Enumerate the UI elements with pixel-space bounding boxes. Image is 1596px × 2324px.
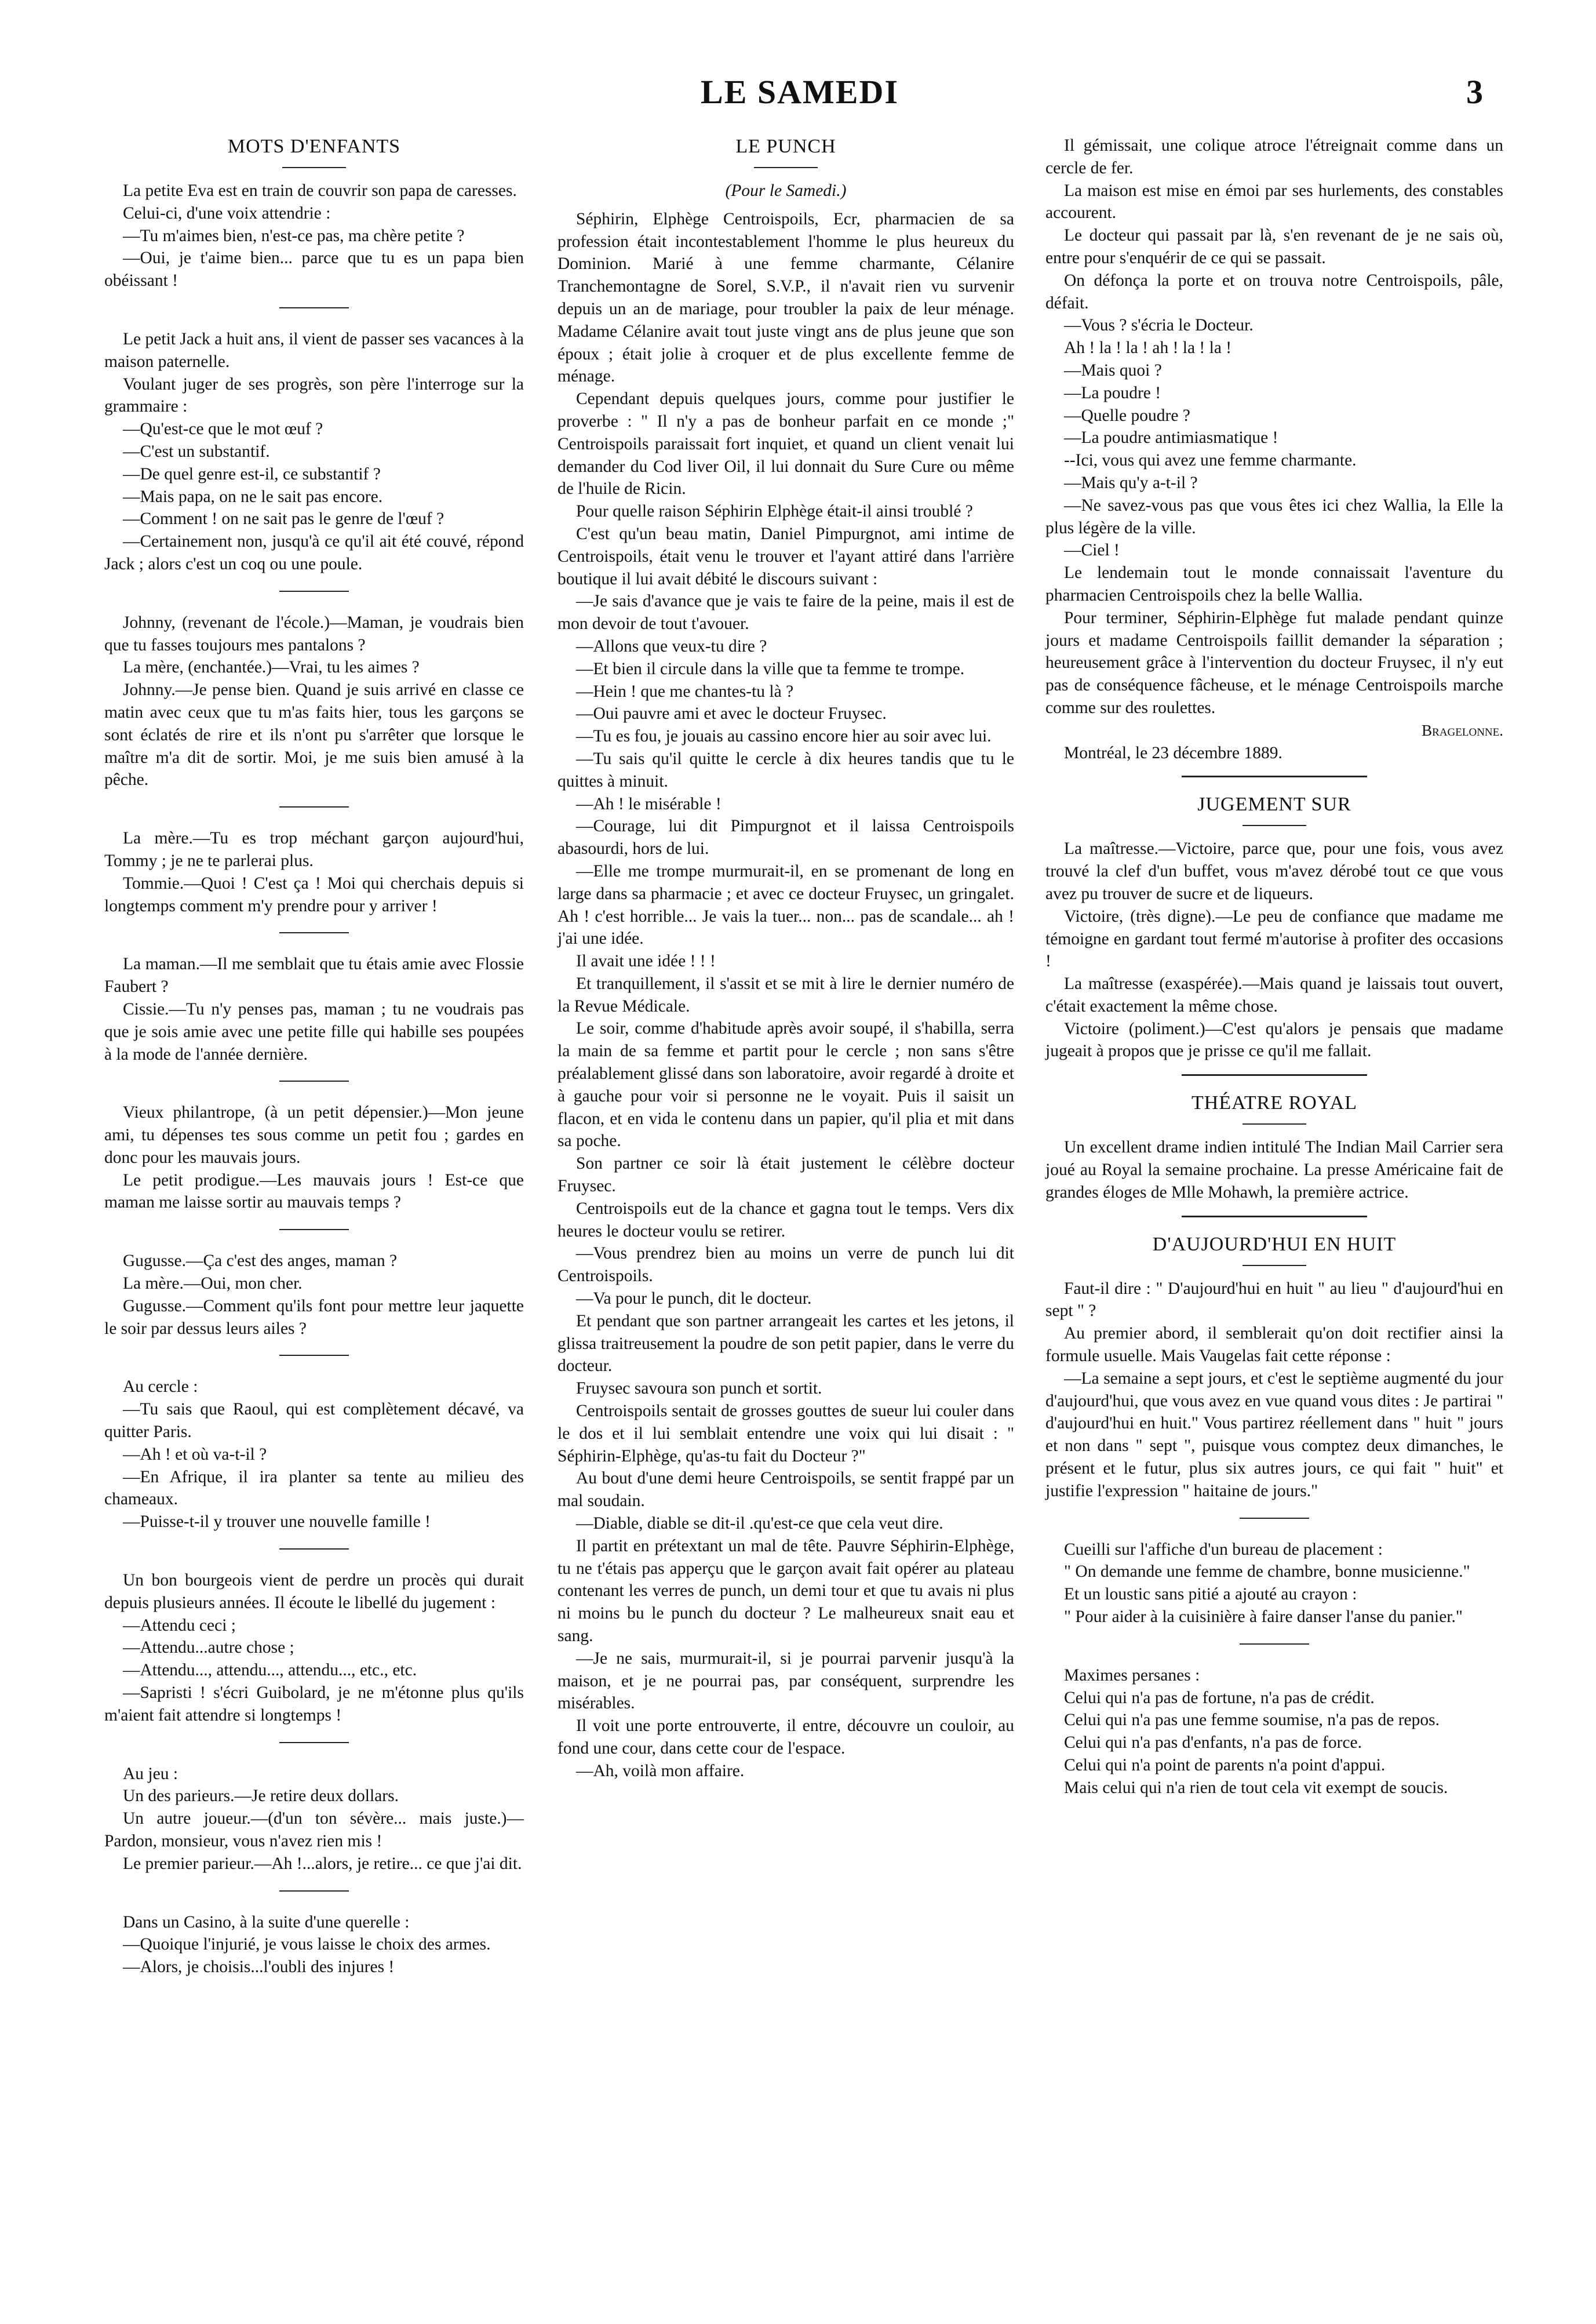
separator-rule [279, 1081, 349, 1082]
paragraph: Johnny.—Je pense bien. Quand je suis arrivé en classe ce matin avec ceux que tu m'as faits hier, tous les garçons se sont éclatés de rire et ils n'ont pu s'arrêter que lorsque le maître m'a dit de sortir. Moi, je me suis bien amusé à la pêche. [104, 681, 524, 790]
paragraph: Un autre joueur.—(d'un ton sévère... mais juste.)—Pardon, monsieur, vous n'avez rien mis ! [104, 1809, 524, 1851]
paragraph: —La poudre ! [1064, 383, 1161, 402]
newspaper-title: LE SAMEDI [701, 73, 899, 111]
paragraph: Séphirin, Elphège Centroispoils, Ecr, pharmacien de sa profession était incontestablement l'homme le plus heureux du Dominion. Marié à une femme charmante, Célanire Tranchemontagne de Sorel, S.V.P., il n'avait rien vu survenir depuis un an de mariage, pour troubler la paix de leur ménage. Madame Célanire avait tout juste vingt ans de plus jeune que son époux ; était jolie à croquer et de plus excellente femme de ménage. [557, 209, 1014, 386]
paragraph: Cissie.—Tu n'y penses pas, maman ; tu ne voudrais pas que je sois amie avec une petite fille qui habille ses poupées à la mode de l'année dernière. [104, 999, 524, 1064]
author-signature: Bragelonne. [1422, 721, 1503, 739]
paragraph: —Hein ! que me chantes-tu là ? [576, 682, 794, 701]
title-rule [1242, 1265, 1306, 1266]
paragraph: Son partner ce soir là était justement le célèbre docteur Fruysec. [557, 1154, 1014, 1196]
paragraph: Et un loustic sans pitié a ajouté au crayon : [1064, 1585, 1357, 1604]
paragraph: La mère.—Oui, mon cher. [123, 1274, 303, 1293]
paragraph: —Ah ! et où va-t-il ? [123, 1445, 267, 1464]
paragraph: Celui qui n'a pas de fortune, n'a pas de crédit. [1064, 1688, 1375, 1707]
paragraph: Mais celui qui n'a rien de tout cela vit exempt de soucis. [1064, 1778, 1448, 1797]
paragraph: —Vous ? s'écria le Docteur. [1064, 316, 1254, 335]
paragraph: Et pendant que son partner arrangeait les cartes et les jetons, il glissa traitreusement la poudre de son petit papier, dans le verre du docteur. [557, 1311, 1014, 1376]
paragraph: Dans un Casino, à la suite d'une querelle : [123, 1912, 410, 1932]
paragraph: La maîtresse (exaspérée).—Mais quand je laissais tout ouvert, c'était exactement la même chose. [1045, 974, 1503, 1016]
paragraph: Il partit en prétextant un mal de tête. Pauvre Séphirin-Elphège, tu ne t'étais pas apperçu que le garçon avait fait opérer au plateau contenant les verres de punch, un demi tour et que tu avais ni plus ni moins bu le punch du docteur ? Le malheureux snait eau et sang. [557, 1536, 1014, 1645]
paragraph: Cependant depuis quelques jours, comme pour justifier le proverbe : " Il n'y a pas de bonheur parfait en ce monde ;" Centroispoils paraissait fort inquiet, et quand un client venait lui demander du Cod liver Oil, il lui donnait du Sure Cure ou même de l'huile de Ricin. [557, 390, 1014, 499]
separator-rule [279, 307, 349, 308]
section-divider [1182, 1216, 1367, 1217]
paragraph: La mère.—Tu es trop méchant garçon aujourd'hui, Tommy ; je ne te parlerai plus. [104, 829, 524, 870]
paragraph: Gugusse.—Ça c'est des anges, maman ? [123, 1252, 398, 1271]
paragraph: Le premier parieur.—Ah !...alors, je retire... ce que j'ai dit. [123, 1854, 522, 1873]
paragraph: —Je sais d'avance que je vais te faire de la peine, mais il est de mon devoir de tout t'avouer. [557, 592, 1014, 634]
paragraph: —Quelle poudre ? [1064, 406, 1190, 425]
dateline: Montréal, le 23 décembre 1889. [1064, 743, 1282, 762]
paragraph: --Ici, vous qui avez une femme charmante. [1064, 451, 1357, 470]
section-title-le-punch: LE PUNCH [735, 136, 836, 157]
paragraph: Voulant juger de ses progrès, son père l'interroge sur la grammaire : [104, 374, 524, 416]
paragraph: —Tu m'aimes bien, n'est-ce pas, ma chère petite ? [123, 226, 465, 245]
separator-rule [279, 1742, 349, 1743]
separator-rule [279, 1548, 349, 1550]
paragraph: Le petit prodigue.—Les mauvais jours ! Est-ce que maman me laisse sortir au mauvais temps ? [104, 1170, 524, 1212]
paragraph: —Diable, diable se dit-il .qu'est-ce que cela veut dire. [576, 1514, 943, 1533]
paragraph: Centroispoils sentait de grosses gouttes de sueur lui couler dans le dos et il lui semblait entendre une voix qui lui disait : " Séphirin-Elphège, qu'as-tu fait du Docteur ?" [557, 1402, 1014, 1465]
paragraph: —La poudre antimiasmatique ! [1064, 428, 1278, 448]
paragraph: Maximes persanes : [1064, 1665, 1200, 1685]
paragraph: Celui qui n'a point de parents n'a point d'appui. [1064, 1756, 1386, 1775]
paragraph: Il avait une idée ! ! ! [576, 952, 716, 971]
paragraph: " On demande une femme de chambre, bonne musicienne." [1064, 1562, 1470, 1581]
paragraph: Fruysec savoura son punch et sortit. [576, 1379, 822, 1398]
paragraph: Le lendemain tout le monde connaissait l'aventure du pharmacien Centroispoils chez la belle Wallia. [1045, 563, 1503, 605]
paragraph: Au jeu : [123, 1764, 178, 1783]
section-subtitle: (Pour le Samedi.) [725, 181, 847, 200]
paragraph: C'est qu'un beau matin, Daniel Pimpurgnot, ami intime de Centroispoils, était venu le trouver et l'ayant attiré dans l'arrière boutique il lui avait débité le discours suivant : [557, 524, 1014, 588]
paragraph: —La semaine a sept jours, et c'est le septième augmenté du jour d'aujourd'hui, que vous avez en vue quand vous dites : Je partirai " d'aujourd'hui en huit." Vous partirez réellement dans " huit " jours et non dans " sept ", puisque vous comptez deux dimanches, le présent et le futur, plus six autres jours, ce qui fait " huit" et justifie l'expression " haitaine de jours." [1045, 1369, 1503, 1500]
paragraph: —C'est un substantif. [123, 442, 270, 461]
separator-rule [279, 1355, 349, 1356]
paragraph: —Allons que veux-tu dire ? [576, 637, 767, 656]
paragraph: —Tu sais que Raoul, qui est complètement décavé, va quitter Paris. [104, 1400, 524, 1442]
paragraph: —Qu'est-ce que le mot œuf ? [123, 420, 323, 439]
paragraph: Pour quelle raison Séphirin Elphège était-il ainsi troublé ? [576, 502, 973, 521]
paragraph: —Je ne sais, murmurait-il, si je pourrai parvenir jusqu'à la maison, et je ne pourrai pas, par conséquent, surprendre les misérables. [557, 1649, 1014, 1713]
paragraph: —Ah ! le misérable ! [576, 794, 722, 813]
paragraph: —Tu es fou, je jouais au cassino encore hier au soir avec lui. [576, 727, 992, 746]
section-title-theatre-royal: THÉATRE ROYAL [1191, 1092, 1357, 1114]
paragraph: Un des parieurs.—Je retire deux dollars. [123, 1787, 399, 1806]
paragraph: La maison est mise en émoi par ses hurlements, des constables accourent. [1045, 181, 1503, 223]
paragraph: —Et bien il circule dans la ville que ta femme te trompe. [576, 659, 965, 678]
separator-rule [279, 1229, 349, 1230]
paragraph: —Sapristi ! s'écri Guibolard, je ne m'étonne plus qu'ils m'aient fait attendre si longtemps ! [104, 1683, 524, 1725]
paragraph: Gugusse.—Comment qu'ils font pour mettre leur jaquette le soir par dessus leurs ailes ? [104, 1296, 524, 1338]
paragraph: —Attendu..., attendu..., attendu..., etc., etc. [123, 1661, 417, 1680]
paragraph: On défonça la porte et on trouva notre Centroispoils, pâle, défait. [1045, 271, 1503, 312]
paragraph: —Attendu ceci ; [123, 1616, 236, 1635]
separator-rule [279, 932, 349, 933]
separator-rule [1240, 1518, 1309, 1519]
paragraph: —Elle me trompe murmurait-il, en se promenant de long en large dans sa pharmacie ; et avec ce docteur Fruysec, un gringalet. Ah ! c'est horrible... Je vais la tuer... non... pas de scandale... ah ! j'ai une idée. [557, 861, 1014, 948]
paragraph: —Mais quoi ? [1064, 361, 1162, 380]
paragraph: Celui qui n'a pas une femme soumise, n'a pas de repos. [1064, 1711, 1440, 1730]
separator-rule [279, 1890, 349, 1892]
paragraph: —En Afrique, il ira planter sa tente au milieu des chameaux. [104, 1467, 524, 1509]
paragraph: —Tu sais qu'il quitte le cercle à dix heures tandis que tu le quittes à minuit. [557, 749, 1014, 791]
paragraph: —Quoique l'injurié, je vous laisse le choix des armes. [123, 1935, 491, 1954]
paragraph: Johnny, (revenant de l'école.)—Maman, je voudrais bien que tu fasses toujours mes pantalons ? [104, 613, 524, 654]
paragraph: —Va pour le punch, dit le docteur. [576, 1289, 812, 1308]
paragraph: Celui qui n'a pas d'enfants, n'a pas de force. [1064, 1733, 1362, 1752]
section-title-mots-d-enfants: MOTS D'ENFANTS [227, 136, 401, 157]
page-header [0, 72, 1596, 125]
separator-rule [1240, 1643, 1309, 1645]
paragraph: " Pour aider à la cuisinière à faire danser l'anse du panier." [1064, 1607, 1463, 1627]
paragraph: Au cercle : [123, 1377, 198, 1396]
paragraph: La maîtresse.—Victoire, parce que, pour une fois, vous avez trouvé la clef d'un buffet, vous m'avez dérobé tout ce que vous avez pu trouver de sucre et de liqueurs. [1045, 839, 1503, 903]
paragraph: Cueilli sur l'affiche d'un bureau de placement : [1064, 1540, 1383, 1559]
paragraph: Le docteur qui passait par là, s'en revenant de je ne sais où, entre pour s'enquérir de ce qui se passait. [1045, 226, 1503, 267]
paragraph: —Mais papa, on ne le sait pas encore. [123, 487, 383, 506]
paragraph: —Ah, voilà mon affaire. [576, 1761, 745, 1780]
paragraph: Victoire, (très digne).—Le peu de confiance que madame me témoigne en gardant tout fermé m'autorise à profiter des occasions ! [1045, 907, 1503, 971]
column-le-punch [557, 134, 1014, 1783]
paragraph: —Mais qu'y a-t-il ? [1064, 473, 1198, 492]
section-divider [1182, 776, 1367, 777]
separator-rule [279, 806, 349, 808]
title-rule [754, 167, 818, 168]
paragraph: Pour terminer, Séphirin-Elphège fut malade pendant quinze jours et madame Centroispoils faillit demander la séparation ; heureusement grâce à l'intervention du docteur Fruysec, il n'y eut pas de conséquence fâcheuse, et le ménage Centroispoils marche comme sur des roulettes. [1045, 608, 1503, 717]
paragraph: Le petit Jack a huit ans, il vient de passer ses vacances à la maison paternelle. [104, 329, 524, 371]
paragraph: —Oui pauvre ami et avec le docteur Fruysec. [576, 704, 887, 723]
section-divider [1182, 1074, 1367, 1076]
paragraph: —Alors, je choisis...l'oubli des injures ! [123, 1958, 395, 1977]
paragraph: —Attendu...autre chose ; [123, 1638, 294, 1657]
paragraph: Au bout d'une demi heure Centroispoils, se sentit frappé par un mal soudain. [557, 1469, 1014, 1511]
paragraph: Un excellent drame indien intitulé The Indian Mail Carrier sera joué au Royal la semaine prochaine. La presse Américaine fait de grandes éloges de Mlle Mohawh, la première actrice. [1045, 1138, 1503, 1202]
paragraph: —Courage, lui dit Pimpurgnot et il laissa Centroispoils abasourdi, hors de lui. [557, 817, 1014, 859]
section-title-d-aujourd-hui-en-huit: D'AUJOURD'HUI EN HUIT [1152, 1233, 1397, 1255]
paragraph: La petite Eva est en train de couvrir son papa de caresses. [123, 181, 517, 200]
paragraph: Faut-il dire : " D'aujourd'hui en huit " au lieu " d'aujourd'hui en sept " ? [1045, 1279, 1503, 1321]
paragraph: —Comment ! on ne sait pas le genre de l'œuf ? [123, 510, 444, 529]
paragraph: Au premier abord, il semblerait qu'on doit rectifier ainsi la formule usuelle. Mais Vaugelas fait cette réponse : [1045, 1324, 1503, 1366]
paragraph: —De quel genre est-il, ce substantif ? [123, 464, 381, 483]
paragraph: Ah ! la ! la ! ah ! la ! la ! [1064, 339, 1232, 358]
paragraph: —Certainement non, jusqu'à ce qu'il ait été couvé, répond Jack ; alors c'est un coq ou une poule. [104, 532, 524, 573]
paragraph: —Ne savez-vous pas que vous êtes ici chez Wallia, la Elle la plus légère de la ville. [1045, 496, 1503, 537]
paragraph: —Puisse-t-il y trouver une nouvelle famille ! [123, 1512, 431, 1532]
section-title-jugement-sur: JUGEMENT SUR [1197, 794, 1351, 816]
paragraph: Et tranquillement, il s'assit et se mit à lire le dernier numéro de la Revue Médicale. [557, 974, 1014, 1016]
paragraph: —Oui, je t'aime bien... parce que tu es un papa bien obéissant ! [104, 249, 524, 290]
paragraph: Il voit une porte entrouverte, il entre, découvre un couloir, au fond une cour, dans cette cour de l'espace. [557, 1716, 1014, 1758]
paragraph: La maman.—Il me semblait que tu étais amie avec Flossie Faubert ? [104, 955, 524, 996]
title-rule [1242, 825, 1306, 826]
paragraph: —Vous prendrez bien au moins un verre de punch lui dit Centroispoils. [557, 1244, 1014, 1286]
paragraph: Il gémissait, une colique atroce l'étreignait comme dans un cercle de fer. [1045, 136, 1503, 177]
paragraph: Vieux philantrope, (à un petit dépensier.)—Mon jeune ami, tu dépenses tes sous comme un petit fou ; gardes en donc pour les mauvais jours. [104, 1103, 524, 1167]
title-rule [1242, 1123, 1306, 1125]
paragraph: Tommie.—Quoi ! C'est ça ! Moi qui cherchais depuis si longtemps comment m'y prendre pour y arriver ! [104, 874, 524, 915]
paragraph: Le soir, comme d'habitude après avoir soupé, il s'habilla, serra la main de sa femme et partit pour le cercle ; non sans s'être préalablement glissé dans son laboratoire, avoir regardé à droite et à gauche pour voir si personne ne le voyait. Puis il saisit un flacon, et en vida le contenu dans un papier, qu'il plia et mit dans sa poche. [557, 1019, 1014, 1151]
paragraph: —Ciel ! [1064, 541, 1120, 560]
paragraph: Celui-ci, d'une voix attendrie : [123, 203, 331, 223]
separator-rule [279, 591, 349, 592]
paragraph: Victoire (poliment.)—C'est qu'alors je pensais que madame jugeait à propos que je prisse ce qu'il me fallait. [1045, 1019, 1503, 1061]
page-number: 3 [1466, 73, 1483, 111]
paragraph: Centroispoils eut de la chance et gagna tout le temps. Vers dix heures le docteur voulu se retirer. [557, 1199, 1014, 1241]
column-right [1045, 134, 1503, 1799]
column-mots-d-enfants [104, 134, 524, 1979]
paragraph: La mère, (enchantée.)—Vrai, tu les aimes ? [123, 658, 420, 677]
paragraph: Un bon bourgeois vient de perdre un procès qui durait depuis plusieurs années. Il écoute le libellé du jugement : [104, 1571, 524, 1612]
title-rule [282, 167, 346, 168]
